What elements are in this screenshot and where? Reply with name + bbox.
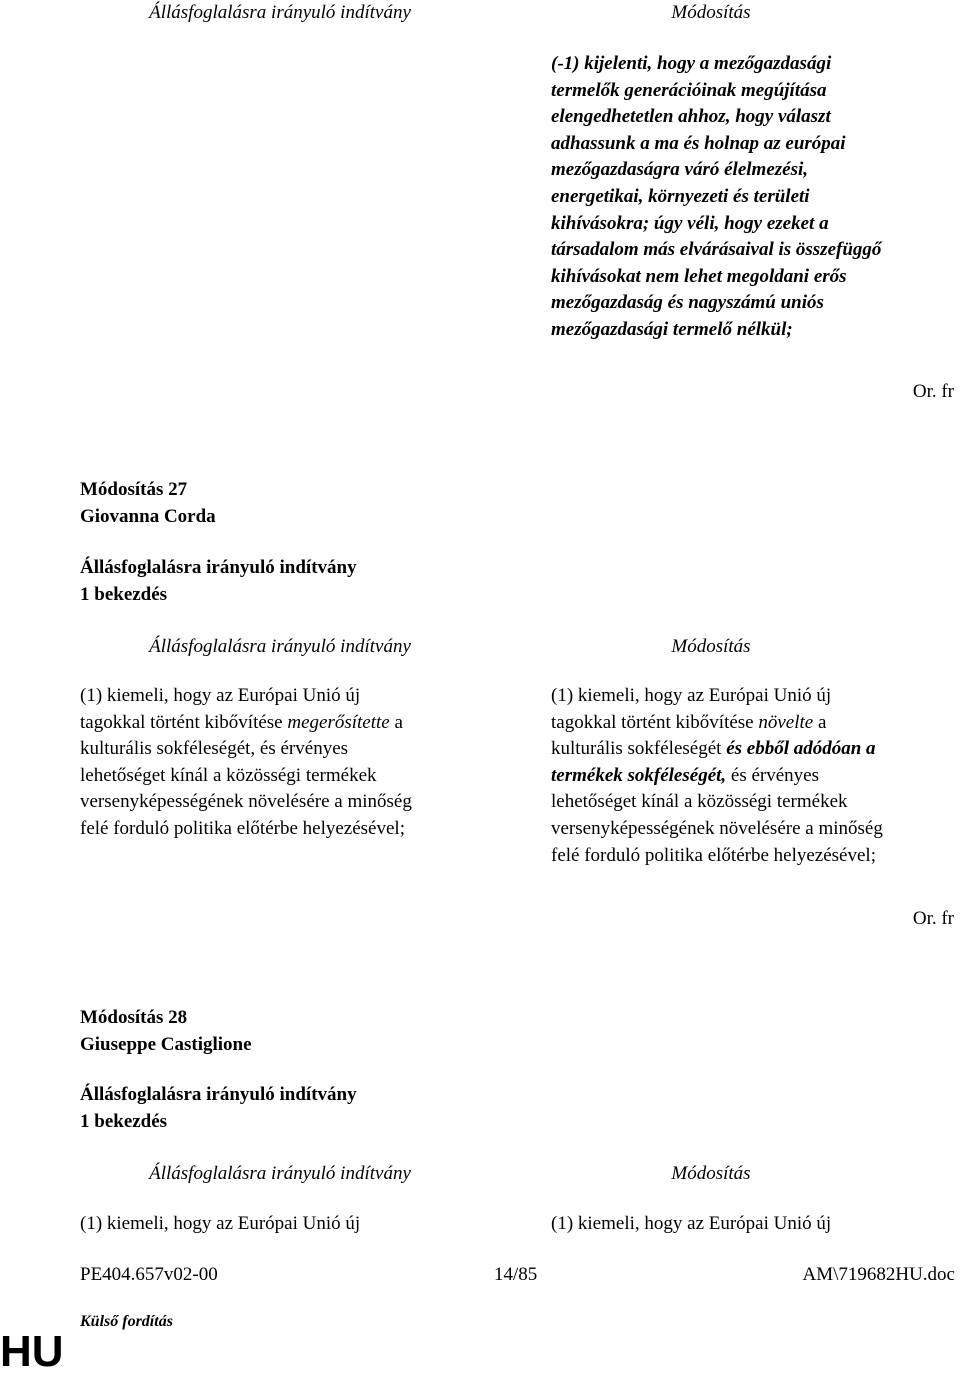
text-line: versenyképességének növelésére a minőség: [80, 791, 412, 813]
original-language: Or. fr: [912, 381, 954, 402]
text-line: adhassunk a ma és holnap az európai: [551, 132, 846, 154]
text-line: kihívásokra; úgy véli, hogy ezeket a: [551, 212, 829, 234]
text-line: energetikai, környezeti és területi: [551, 185, 810, 207]
amendment-text-right: [551, 51, 960, 344]
text-line: [551, 710, 960, 737]
document-name: Állásfoglalásra irányuló indítvány: [80, 1084, 357, 1105]
text-line: mezőgazdaságra váró élelmezési,: [551, 159, 809, 181]
text-run-changed: termékek sokféleségét,: [551, 764, 727, 786]
translation-note: Külső fordítás: [80, 1313, 173, 1330]
text-line: [551, 736, 960, 763]
paragraph-ref: 1 bekezdés: [80, 583, 168, 605]
text-line: (1) kiemeli, hogy az Európai Unió új: [551, 1213, 832, 1234]
text-line: [551, 763, 960, 790]
text-line: (1) kiemeli, hogy az Európai Unió új: [80, 1213, 361, 1234]
footer-reference: PE404.657v02-00: [80, 1264, 218, 1285]
amendment-text-right: [551, 683, 960, 869]
text-line: mezőgazdaság és nagyszámú uniós: [551, 292, 824, 314]
text-run-changed: növelte: [758, 711, 814, 733]
text-line: társadalom más elvárásaival is összefüggő: [551, 239, 882, 261]
amendment-author: Giuseppe Castiglione: [80, 1033, 252, 1055]
text-run: és érvényes: [726, 764, 820, 786]
original-language: Or. fr: [912, 908, 954, 929]
amendment-author: Giovanna Corda: [80, 505, 216, 527]
text-line: elengedhetetlen ahhoz, hogy választ: [551, 106, 831, 128]
text-run: tagokkal történt kibővítése: [551, 711, 759, 733]
original-text-left: [80, 1211, 480, 1238]
document-name: Állásfoglalásra irányuló indítvány: [80, 557, 357, 578]
footer-document: AM\719682HU.doc: [802, 1264, 955, 1285]
text-line: (-1) kijelenti, hogy a mezőgazdasági: [551, 53, 832, 74]
amendment-text-right: [551, 1211, 960, 1238]
text-line: lehetőséget kínál a közösségi termékek: [551, 791, 848, 813]
amendment-reference: [80, 555, 357, 608]
text-line: termelők generációinak megújítása: [551, 79, 827, 101]
text-run-changed: megerősítette: [287, 711, 390, 733]
amendment-title: [80, 477, 216, 530]
column-header-right: Módosítás: [671, 2, 751, 23]
column-header-left: Állásfoglalásra irányuló indítvány: [149, 1163, 411, 1184]
column-header-right: Módosítás: [671, 636, 751, 657]
column-header-left: Állásfoglalásra irányuló indítvány: [149, 2, 411, 23]
page-number: 14/85: [494, 1264, 538, 1285]
amendment-title: [80, 1005, 252, 1058]
amendment-number: Módosítás 27: [80, 479, 188, 500]
text-run: tagokkal történt kibővítése: [80, 711, 288, 733]
text-line: kihívásokat nem lehet megoldani erős: [551, 265, 847, 287]
text-line: versenyképességének növelésére a minőség: [551, 817, 883, 839]
column-header-left: Állásfoglalásra irányuló indítvány: [149, 636, 411, 657]
text-line: [80, 710, 480, 737]
text-run: a: [389, 711, 403, 733]
text-line: (1) kiemeli, hogy az Európai Unió új: [80, 685, 361, 706]
text-line: felé forduló politika előtérbe helyezésével;: [80, 817, 405, 839]
text-run-changed: és ebből adódóan a: [726, 738, 876, 760]
text-line: kulturális sokféleségét, és érvényes: [80, 738, 349, 760]
column-header-right: Módosítás: [671, 1163, 751, 1184]
text-run: a: [813, 711, 827, 733]
language-code: HU: [0, 1327, 64, 1376]
amendment-number: Módosítás 28: [80, 1007, 188, 1028]
paragraph-ref: 1 bekezdés: [80, 1110, 168, 1132]
original-text-left: [80, 683, 480, 843]
amendment-reference: [80, 1082, 357, 1135]
text-line: (1) kiemeli, hogy az Európai Unió új: [551, 685, 832, 706]
text-line: lehetőséget kínál a közösségi termékek: [80, 764, 377, 786]
text-line: mezőgazdasági termelő nélkül;: [551, 318, 793, 340]
text-run: kulturális sokféleségét: [551, 738, 727, 760]
text-line: felé forduló politika előtérbe helyezésével;: [551, 844, 876, 866]
